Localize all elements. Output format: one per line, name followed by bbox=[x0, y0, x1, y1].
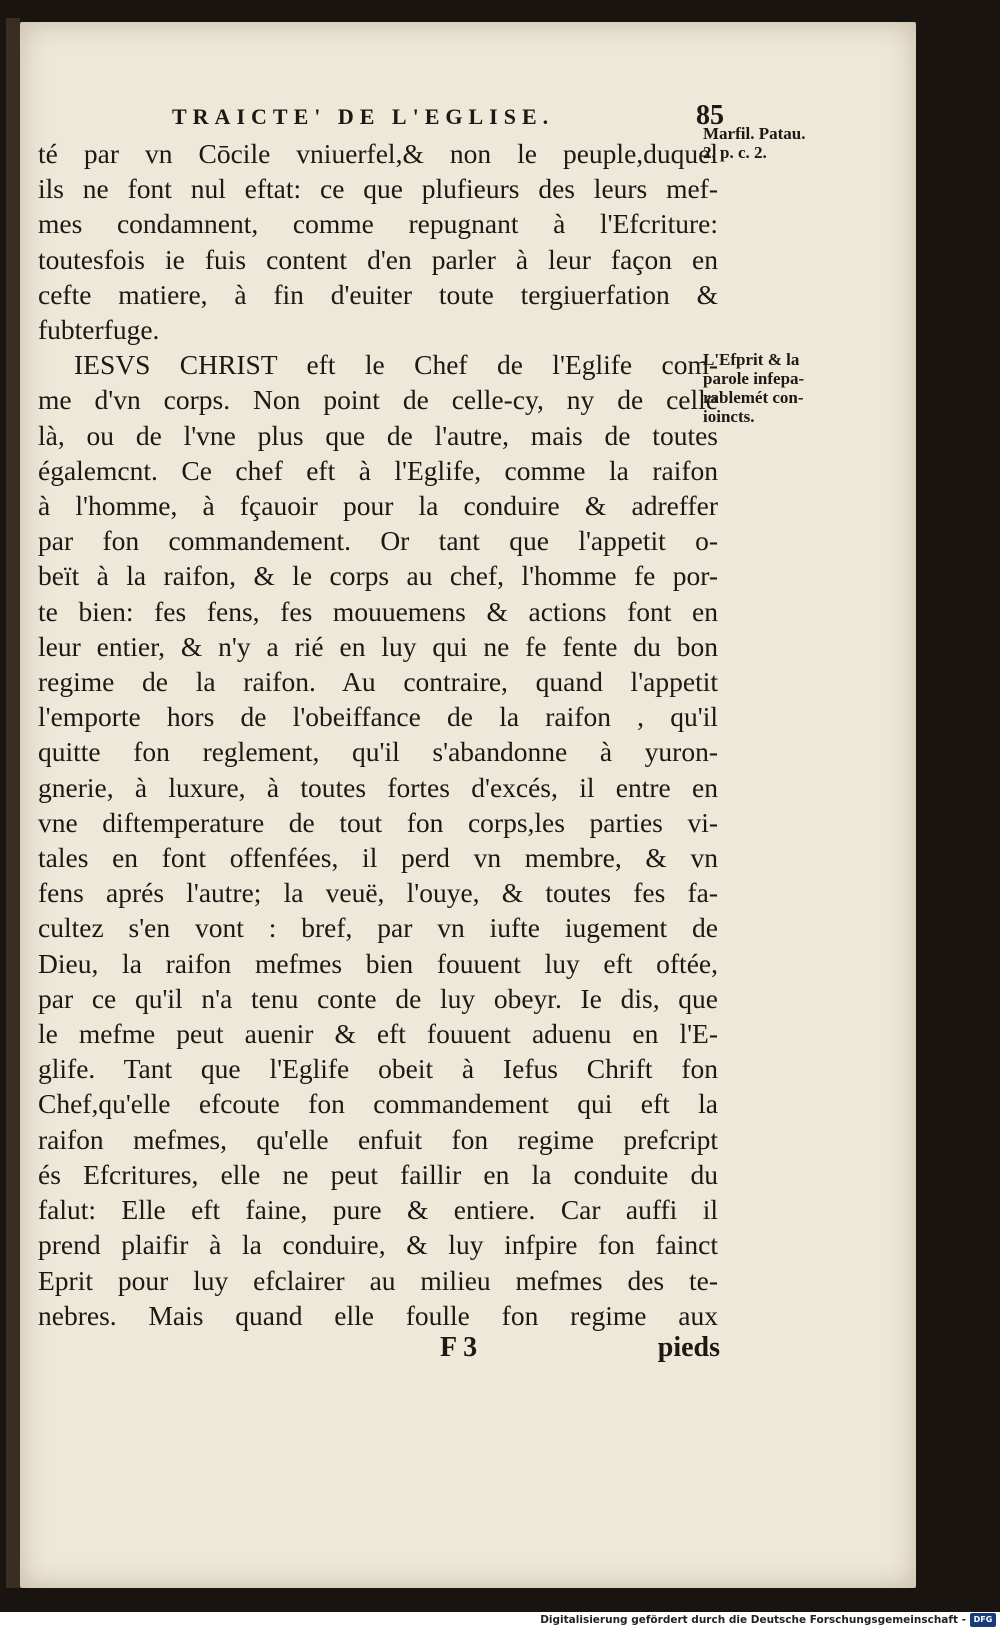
text-line: te bien: fes fens, fes mouuemens & actions font en bbox=[38, 595, 718, 627]
text-line: le mefme peut auenir & eft fouuent aduenu en l'E- bbox=[38, 1018, 718, 1050]
text-line: IESVS CHRIST eft le Chef de l'Eglife com- bbox=[74, 349, 718, 381]
margin-note-line: parole infepa- bbox=[703, 369, 805, 388]
footer-credit: Digitalisierung gefördert durch die Deutsche Forschungsgemeinschaft - bbox=[540, 1614, 966, 1626]
text-line: cefte matiere, à fin d'euiter toute tergiuerfation & bbox=[38, 278, 718, 310]
text-line: Dieu, la raifon mefmes bien fouuent luy eft oftée, bbox=[38, 947, 718, 979]
text-line: gnerie, à luxure, à toutes fortes d'excés, il entre en bbox=[38, 771, 718, 803]
digitization-footer bbox=[0, 1612, 1000, 1629]
text-line: Eprit pour luy efclairer au milieu mefmes des te- bbox=[38, 1264, 718, 1296]
text-line: par fon commandement. Or tant que l'appetit o- bbox=[38, 525, 718, 557]
text-line: regime de la raifon. Au contraire, quand l'appetit bbox=[38, 666, 718, 698]
catchword: pieds bbox=[657, 1332, 720, 1363]
running-title: TRAICTE' DE L'EGLISE. bbox=[172, 104, 555, 129]
margin-note-line: L'Efprit & la bbox=[703, 350, 800, 369]
page-header bbox=[172, 100, 732, 136]
margin-note-line: ioincts. bbox=[703, 407, 755, 426]
signature-mark: F 3 bbox=[440, 1332, 478, 1363]
text-line: prend plaifir à la conduire, & luy infpire fon fainct bbox=[38, 1229, 718, 1261]
text-line: mes condamnent, comme repugnant à l'Efcriture: bbox=[38, 208, 718, 240]
dfg-logo: DFG bbox=[970, 1613, 996, 1627]
text-line: égalemcnt. Ce chef eft à l'Eglife, comme la raifon bbox=[38, 454, 718, 486]
text-line: ils ne font nul eftat: ce que plufieurs des leurs mef- bbox=[38, 173, 718, 205]
text-line: fens aprés l'autre; la veuë, l'ouye, & toutes fes fa- bbox=[38, 877, 718, 909]
text-line: Chef,qu'elle efcoute fon commandement qui eft la bbox=[38, 1088, 718, 1120]
body-text bbox=[38, 136, 718, 1333]
text-line: falut: Elle eft faine, pure & entiere. Car auffi il bbox=[38, 1194, 718, 1226]
text-line: cultez s'en vont : bref, par vn iufte iugement de bbox=[38, 912, 718, 944]
margin-note-gloss bbox=[703, 350, 863, 426]
margin-note-line: Marfil. Patau. bbox=[703, 124, 806, 143]
text-line: glife. Tant que l'Eglife obeit à Iefus Chrift fon bbox=[38, 1053, 718, 1085]
text-line: à l'homme, à fçauoir pour la conduire & adreffer bbox=[38, 490, 718, 522]
text-line: és Efcritures, elle ne peut faillir en la conduite du bbox=[38, 1158, 718, 1190]
text-line: tales en font offenfées, il perd vn membre, & vn bbox=[38, 842, 718, 874]
margin-note-citation bbox=[703, 124, 863, 162]
page-number: 85 bbox=[696, 100, 724, 131]
text-line: té par vn Cōcile vniuerfel,& non le peuple,duquel bbox=[38, 138, 718, 169]
text-line: toutesfois ie fuis content d'en parler à leur façon en bbox=[38, 243, 718, 275]
text-line: l'emporte hors de l'obeiffance de la raifon , qu'il bbox=[38, 701, 718, 733]
text-line: vne diftemperature de tout fon corps,les parties vi- bbox=[38, 806, 718, 838]
text-line: leur entier, & n'y a rié en luy qui ne fe fente du bon bbox=[38, 630, 718, 662]
margin-note-line: rablemét con- bbox=[703, 388, 804, 407]
text-line: là, ou de l'vne plus que de l'autre, mais de toutes bbox=[38, 419, 718, 451]
text-line: raifon mefmes, qu'elle enfuit fon regime prefcript bbox=[38, 1123, 718, 1155]
text-line: nebres. Mais quand elle foulle fon regime aux bbox=[38, 1299, 718, 1331]
book-spine-edge bbox=[6, 18, 20, 1588]
text-line: me d'vn corps. Non point de celle-cy, ny de celle bbox=[38, 384, 718, 416]
text-line: par ce qu'il n'a tenu conte de luy obeyr. Ie dis, que bbox=[38, 982, 718, 1014]
text-line: quitte fon reglement, qu'il s'abandonne à yuron- bbox=[38, 736, 718, 768]
margin-note-line: 2. p. c. 2. bbox=[703, 143, 767, 162]
text-line: beït à la raifon, & le corps au chef, l'homme fe por- bbox=[38, 560, 718, 592]
page-foot bbox=[440, 1332, 720, 1366]
text-line: fubterfuge. bbox=[38, 314, 160, 346]
